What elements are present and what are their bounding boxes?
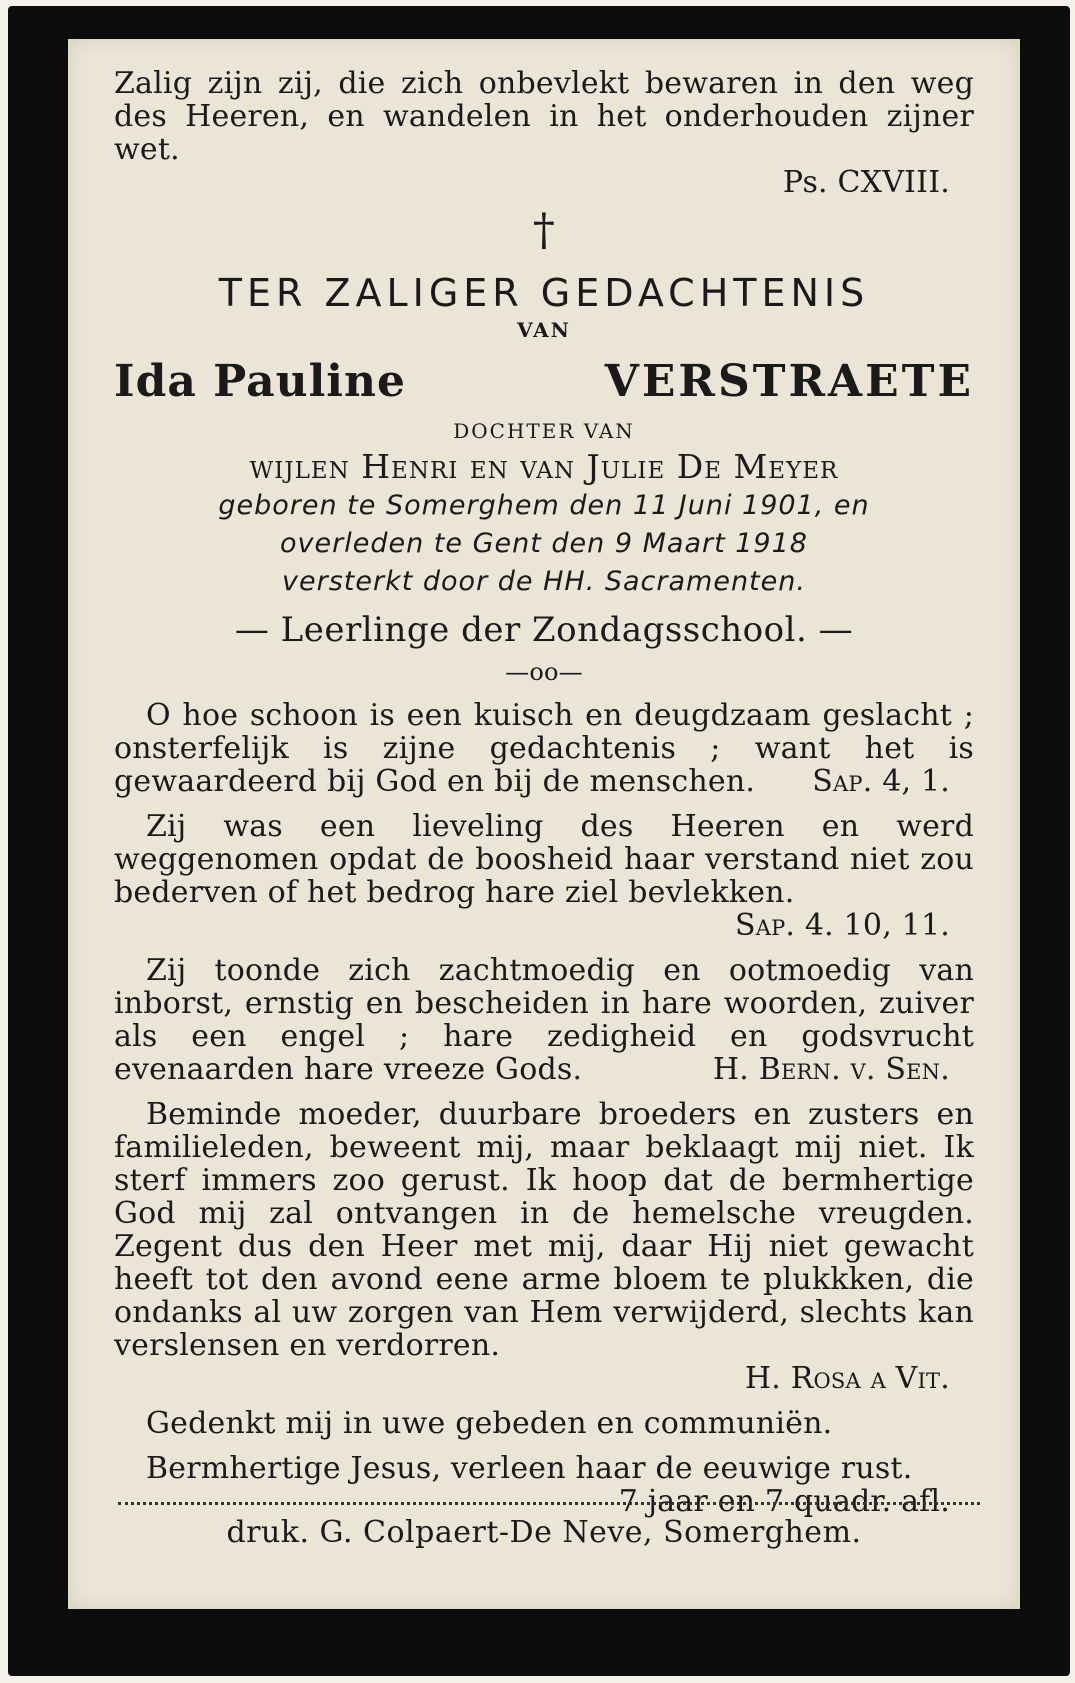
paragraph-1	[114, 699, 974, 798]
birth-line: geboren te Somerghem den 11 Juni 1901, en	[218, 490, 870, 521]
card-content	[114, 67, 974, 1518]
paragraph-ref: Sap. 4. 10, 11.	[734, 908, 950, 943]
paragraph-2	[114, 810, 974, 942]
printer-credit: druk. G. Colpaert-De Neve, Somerghem.	[226, 1515, 862, 1550]
prayer-1: Gedenkt mij in uwe gebeden en communiën.	[146, 1406, 833, 1441]
paragraph-ref: Sap. 4, 1.	[812, 764, 950, 799]
cross-icon: †	[532, 205, 556, 256]
paragraph-ref: H. Rosa a Vit.	[744, 1361, 950, 1396]
paragraph-ref: H. Bern. v. Sen.	[712, 1052, 950, 1087]
memorial-card-paper	[68, 39, 1020, 1609]
parents: wijlen Henri en van Julie De Meyer	[249, 447, 839, 486]
epigraph-ref: Ps. CXVIII.	[782, 165, 950, 200]
paragraph-text: Zij toonde zich zachtmoedig en ootmoedig van inborst, ernstig en bescheiden in hare woorden, zuiver als een engel ; hare zedigheid en godsvrucht evenaarden hare vreeze Gods.	[114, 953, 974, 1087]
memorial-card-border	[8, 6, 1070, 1676]
indulgence: 7 jaar en 7 quadr. afl.	[618, 1484, 950, 1519]
epigraph-text: Zalig zijn zij, die zich onbevlekt bewaren in den weg des Heeren, en wandelen in het onderhouden zijner wet.	[114, 66, 974, 167]
given-names: Ida Pauline	[114, 356, 406, 407]
sacraments-line: versterkt door de HH. Sacramenten.	[282, 566, 806, 597]
paragraph-3	[114, 954, 974, 1086]
death-line: overleden te Gent den 9 Maart 1918	[280, 528, 808, 559]
prayer-2: Bermhertige Jesus, verleen haar de eeuwige rust.	[146, 1451, 913, 1486]
dochter-van: DOCHTER VAN	[453, 419, 635, 443]
paragraph-text: Zij was een lieveling des Heeren en werd weggenomen opdat de boosheid haar verstand niet zou bederven of het bedrog hare ziel bevlekken.	[114, 809, 974, 910]
footer-divider	[118, 1502, 980, 1505]
paragraph-text: O hoe schoon is een kuisch en deugdzaam geslacht ; onsterfelijk is zijne gedachtenis ; want het is gewaardeerd bij God en bij de menschen.	[114, 698, 974, 799]
deceased-name	[114, 355, 974, 409]
heading-van: VAN	[517, 318, 571, 342]
leerlinge-line: — Leerlinge der Zondagsschool. —	[234, 610, 854, 650]
heading: TER ZALIGER GEDACHTENIS	[218, 271, 870, 315]
paragraph-text: Beminde moeder, duurbare broeders en zusters en familieleden, beweent mij, maar beklaagt mij niet. Ik sterf immers zoo gerust. Ik hoop dat de bermhertige God mij zal ontvangen in de hemelsche vreugden. Zegent dus den Heer met mij, daar Hij niet gewacht heeft tot den avond eene arme bloem te plukkken, die ondanks al uw zorgen van Hem verwijderd, slechts kan verslensen en verdorren.	[114, 1097, 974, 1363]
separator: —oo—	[505, 658, 583, 686]
paragraph-4	[114, 1098, 974, 1395]
surname: VERSTRAETE	[604, 356, 974, 407]
